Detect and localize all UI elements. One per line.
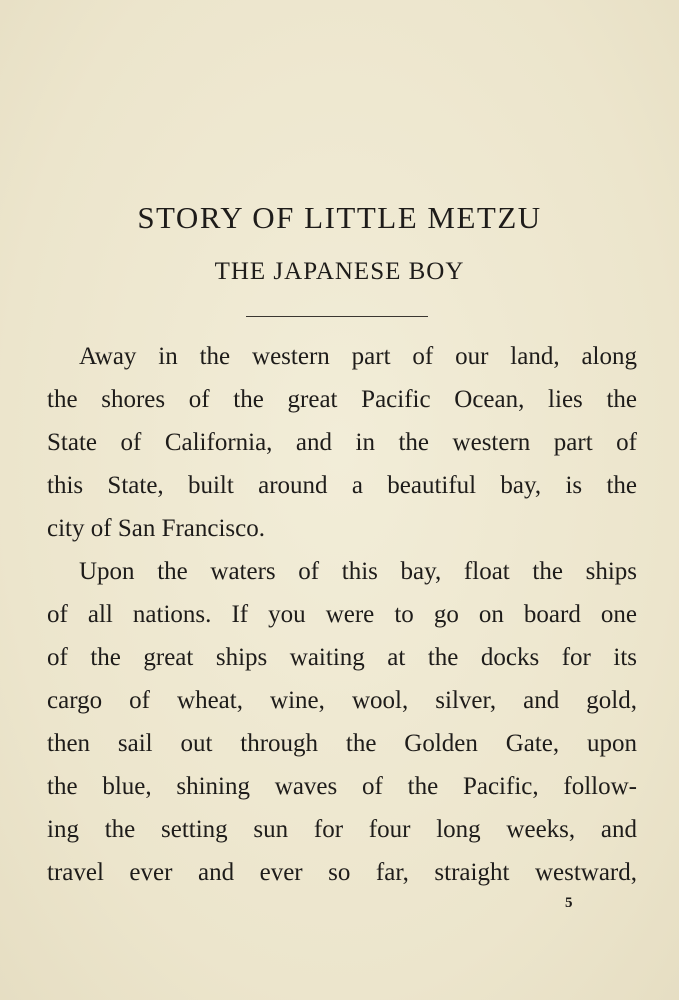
text-line: ing the setting sun for four long weeks, and bbox=[47, 816, 637, 843]
text-line: cargo of wheat, wine, wool, silver, and gold, bbox=[47, 687, 637, 714]
story-subtitle: THE JAPANESE BOY bbox=[214, 258, 465, 285]
page-number: 5 bbox=[565, 895, 573, 911]
text-line: Away in the western part of our land, along bbox=[79, 343, 637, 370]
text-line: city of San Francisco. bbox=[47, 515, 266, 542]
text-line: this State, built around a beautiful bay, is the bbox=[47, 472, 637, 499]
text-line: Upon the waters of this bay, float the ships bbox=[79, 558, 637, 585]
text-line: of all nations. If you were to go on board one bbox=[47, 601, 637, 628]
story-title: STORY OF LITTLE METZU bbox=[137, 200, 542, 235]
title-divider bbox=[246, 316, 428, 317]
text-line: the shores of the great Pacific Ocean, lies the bbox=[47, 386, 637, 413]
text-line: the blue, shining waves of the Pacific, follow- bbox=[47, 773, 637, 800]
text-line: then sail out through the Golden Gate, upon bbox=[47, 730, 637, 757]
text-line: travel ever and ever so far, straight westward, bbox=[47, 859, 637, 886]
text-line: of the great ships waiting at the docks for its bbox=[47, 644, 637, 671]
text-line: State of California, and in the western part of bbox=[47, 429, 637, 456]
